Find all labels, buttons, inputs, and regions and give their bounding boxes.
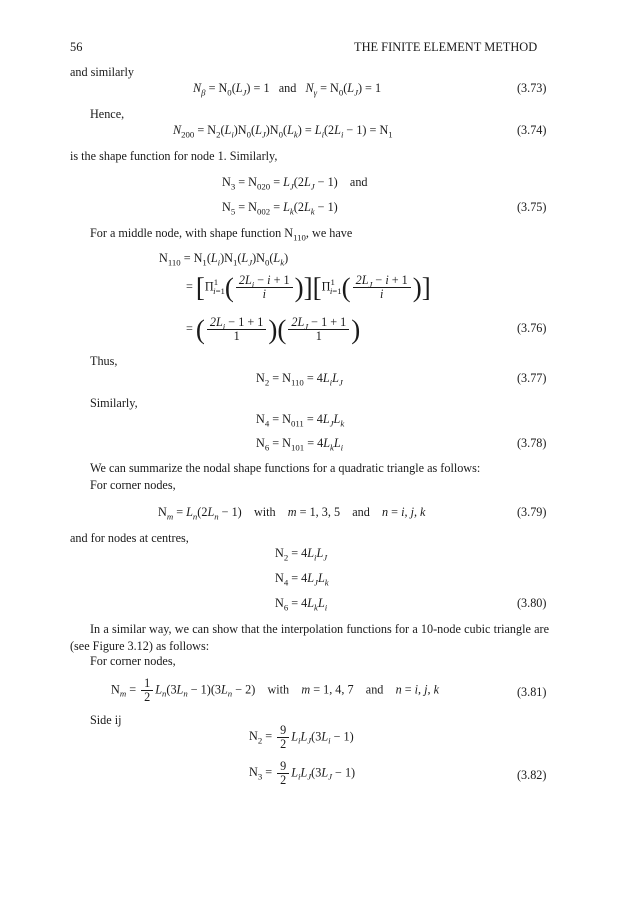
text-cubic-paragraph: In a similar way, we can show that the interpolation functions for a 10-node cubic triangle are (see Figure 3.12) as follows: [70,622,549,653]
equation-3-80a: $N_2 = 4L_iL_J$ [275,546,328,563]
text-similarly: Similarly, [90,396,138,410]
equation-3-81: $N_m$ = $\frac{1}{2}$ $L_n(3L_n - 1)(3L_n - 2)$ with m = 1, 4, 7 and n = i, j, k [111,676,440,704]
connector-with: with [267,682,290,697]
text-corner-nodes-2: For corner nodes, [90,654,176,668]
equation-number-3-77: (3.77) [517,371,547,385]
connector-and: and [278,81,297,95]
equation-number-3-79: (3.79) [517,505,547,519]
equation-number-3-73: (3.73) [517,81,547,95]
text-hence: Hence, [90,107,125,121]
equation-3-74: $N_{200} = N_2(L_i)N_0(L_J)N_0(L_k) = L_i(2L_i - 1) = N_1$ [173,123,393,140]
text-nodes-at-centres: and for nodes at centres, [70,531,189,545]
equation-3-77: $N_2 = N_{110} = 4L_iL_J$ [256,371,343,388]
equation-3-75a: $N_3 = N_{020} = L_J(2L_J - 1)$ and [222,175,368,192]
equation-3-79: $N_m = L_n(2L_n - 1)$ with m = 1, 3, 5 and n = i, j, k [158,505,426,522]
equation-3-78b: $N_6 = N_{101} = 4L_kL_i$ [256,436,344,453]
connector-and: and [349,175,368,189]
text-summarize: We can summarize the nodal shape functions for a quadratic triangle as follows: [90,461,481,475]
text-thus: Thus, [90,354,118,368]
equation-3-76-line3: = ( $\frac{2L_i - 1 + 1}{1}$ )( $\frac{2L_J - 1 + 1}{1}$ ) [186,314,361,345]
equation-number-3-75: (3.75) [517,200,547,214]
text-and-similarly: and similarly [70,65,134,79]
equation-number-3-78: (3.78) [517,436,547,450]
text-middle-node: For a middle node, with shape function $N_{110}$, we have [90,226,353,243]
equation-3-73: $N_\beta = N_0(L_J) = 1$ and $N_\gamma = N_0(L_J) = 1$ [193,81,382,98]
connector-and: and [352,505,370,519]
equation-3-82b: $N_3$ = $\frac{9}{2}$ $L_iL_J(3L_J - 1)$ [249,759,356,787]
text-shape-function-node1: is the shape function for node 1. Similarly, [70,149,278,163]
equation-number-3-80: (3.80) [517,596,547,610]
equation-3-76-line1: $N_{110} = N_1(L_i)N_1(L_J)N_0(L_k)$ [159,251,289,268]
equation-3-80b: $N_4 = 4L_JL_k$ [275,571,329,588]
equation-3-76-line2: = [$\Pi^1_{i=1}$( $\frac{2L_i - i + 1}{i}$ )][$\Pi^1_{i=1}$( $\frac{2L_J - i + 1}{i}$ )] [186,272,431,303]
equation-number-3-82: (3.82) [517,768,547,782]
equation-3-82a: $N_2$ = $\frac{9}{2}$ $L_iL_J(3L_i - 1)$ [249,723,354,751]
equation-number-3-81: (3.81) [517,685,547,699]
equation-number-3-74: (3.74) [517,123,547,137]
connector-and: and [365,682,384,697]
page-number: 56 [70,40,83,54]
equation-number-3-76: (3.76) [517,321,547,335]
connector-with: with [253,505,276,519]
equation-3-78a: $N_4 = N_{011} = 4L_JL_k$ [256,412,345,429]
text-corner-nodes: For corner nodes, [90,478,176,492]
running-title: THE FINITE ELEMENT METHOD [354,40,538,54]
equation-3-80c: $N_6 = 4L_kL_i$ [275,596,328,613]
text-side-ij: Side ij [90,713,122,727]
equation-3-75b: $N_5 = N_{002} = L_k(2L_k - 1)$ [222,200,338,217]
